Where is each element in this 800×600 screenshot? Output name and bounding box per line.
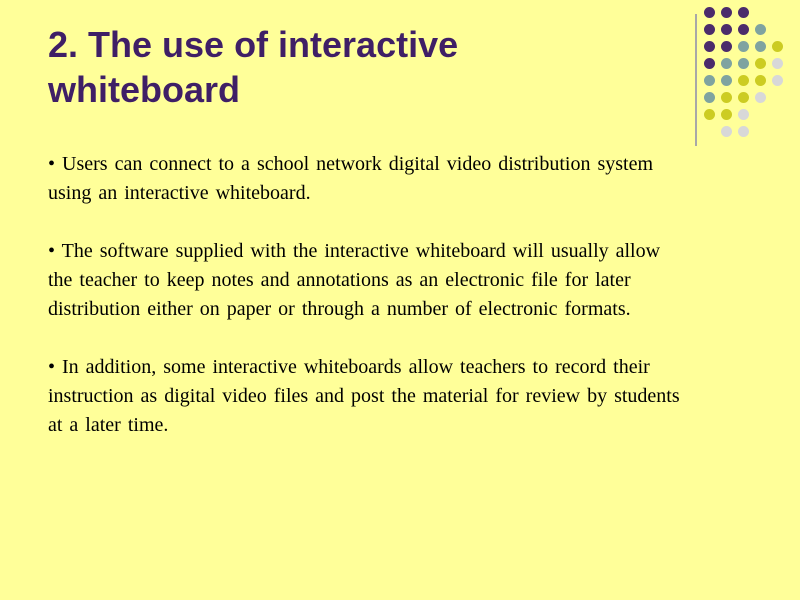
decoration-dot-gray: [755, 92, 766, 103]
decoration-dot-purple: [704, 24, 715, 35]
decoration-dot-gray: [721, 126, 732, 137]
decoration-dot-olive: [721, 109, 732, 120]
decoration-dot-purple: [704, 7, 715, 18]
bullet-marker: •: [48, 356, 56, 378]
decoration-dot-teal: [738, 58, 749, 69]
decoration-dot-teal: [755, 24, 766, 35]
bullet-text: The software supplied with the interactive whiteboard will usually allow the teacher to keep notes and annotations as an electronic file for later distribution either on paper or through a number of electronic formats.: [48, 240, 661, 320]
decoration-dot-gray: [772, 58, 783, 69]
decoration-dot-purple: [721, 41, 732, 52]
decoration-dot-purple: [738, 7, 749, 18]
decoration-dot-purple: [721, 7, 732, 18]
bullet-item: [48, 353, 688, 440]
decoration-dot-teal: [704, 75, 715, 86]
bullet-item: [48, 237, 688, 324]
decoration-dot-olive: [738, 92, 749, 103]
decoration-dot-purple: [738, 24, 749, 35]
title-line-2: whiteboard: [48, 69, 241, 110]
decoration-dot-olive: [738, 75, 749, 86]
decoration-dot-teal: [704, 92, 715, 103]
dot-grid-decoration: [704, 7, 800, 137]
bullet-text: Users can connect to a school network digital video distribution system using an interactive whiteboard.: [48, 153, 654, 204]
decoration-dot-olive: [704, 109, 715, 120]
decoration-dot-purple: [721, 24, 732, 35]
title-line-1: 2. The use of interactive: [48, 24, 459, 65]
bullet-marker: •: [48, 153, 56, 175]
decoration-dot-teal: [738, 41, 749, 52]
decoration-dot-purple: [704, 41, 715, 52]
slide-body: [48, 150, 688, 440]
decoration-dot-teal: [721, 58, 732, 69]
bullet-text: In addition, some interactive whiteboards allow teachers to record their instruction as digital video files and post the material for review by students at a later time.: [48, 356, 680, 436]
vertical-divider: [695, 14, 697, 146]
decoration-dot-teal: [755, 41, 766, 52]
decoration-dot-teal: [721, 75, 732, 86]
decoration-dot-purple: [704, 58, 715, 69]
decoration-dot-gray: [772, 75, 783, 86]
decoration-dot-olive: [755, 75, 766, 86]
decoration-dot-gray: [738, 109, 749, 120]
bullet-marker: •: [48, 240, 56, 262]
decoration-dot-gray: [738, 126, 749, 137]
slide-title: [48, 22, 668, 112]
bullet-item: [48, 150, 688, 208]
decoration-dot-olive: [721, 92, 732, 103]
decoration-dot-olive: [755, 58, 766, 69]
decoration-dot-olive: [772, 41, 783, 52]
